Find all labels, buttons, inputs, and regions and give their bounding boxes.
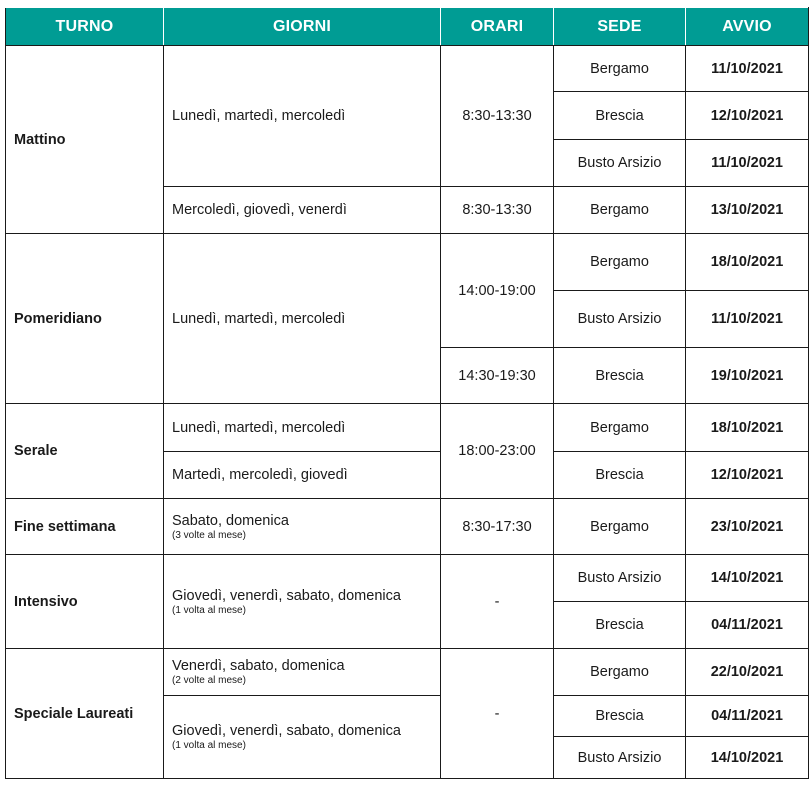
avvio-cell: 04/11/2021 [686, 602, 809, 649]
table-row [6, 499, 809, 555]
sede-cell: Bergamo [554, 404, 686, 452]
giorni-text: Giovedì, venerdì, sabato, domenica [172, 587, 401, 604]
giorni-text: Lunedì, martedì, mercoledì [172, 419, 346, 436]
header-sede: SEDE [554, 8, 686, 46]
giorni-text: Venerdì, sabato, domenica [172, 658, 345, 674]
giorni-text: Sabato, domenica [172, 512, 289, 529]
turno-cell: Pomeridiano [6, 234, 164, 404]
sede-cell: Busto Arsizio [554, 555, 686, 602]
header-giorni: GIORNI [164, 8, 441, 46]
orari-cell: 8:30-13:30 [441, 46, 554, 187]
avvio-cell: 14/10/2021 [686, 555, 809, 602]
giorni-text: Martedì, mercoledì, giovedì [172, 467, 348, 483]
frequency-note: (3 volte al mese) [172, 529, 246, 541]
frequency-note: (1 volta al mese) [172, 740, 246, 751]
orari-cell: 8:30-13:30 [441, 187, 554, 234]
header-avvio: AVVIO [686, 8, 809, 46]
turno-cell: Speciale Laureati [6, 649, 164, 779]
sede-cell: Brescia [554, 696, 686, 737]
orari-cell: 14:30-19:30 [441, 348, 554, 404]
sede-cell: Bergamo [554, 499, 686, 555]
sede-cell: Busto Arsizio [554, 140, 686, 187]
sede-cell: Bergamo [554, 234, 686, 291]
frequency-note: (1 volta al mese) [172, 604, 246, 616]
table-row [6, 46, 809, 92]
giorni-cell [164, 696, 441, 779]
giorni-cell [164, 649, 441, 696]
avvio-cell: 18/10/2021 [686, 404, 809, 452]
sede-cell: Bergamo [554, 46, 686, 92]
sede-cell: Busto Arsizio [554, 291, 686, 348]
header-turno: TURNO [6, 8, 164, 46]
orari-cell: 8:30-17:30 [441, 499, 554, 555]
avvio-cell: 18/10/2021 [686, 234, 809, 291]
avvio-cell: 23/10/2021 [686, 499, 809, 555]
sede-cell: Bergamo [554, 649, 686, 696]
schedule-table [5, 7, 809, 779]
turno-cell: Mattino [6, 46, 164, 234]
sede-cell: Brescia [554, 348, 686, 404]
avvio-cell: 22/10/2021 [686, 649, 809, 696]
sede-cell: Bergamo [554, 187, 686, 234]
giorni-text: Mercoledì, giovedì, venerdì [172, 202, 347, 218]
header-orari: ORARI [441, 8, 554, 46]
table-row [6, 555, 809, 602]
avvio-cell: 14/10/2021 [686, 737, 809, 779]
sede-cell: Busto Arsizio [554, 737, 686, 779]
avvio-cell: 04/11/2021 [686, 696, 809, 737]
turno-cell: Serale [6, 404, 164, 499]
sede-cell: Brescia [554, 452, 686, 499]
sede-cell: Brescia [554, 602, 686, 649]
orari-cell: - [441, 555, 554, 649]
giorni-cell [164, 404, 441, 452]
orari-cell: - [441, 649, 554, 779]
frequency-note: (2 volte al mese) [172, 675, 246, 686]
giorni-text: Lunedì, martedì, mercoledì [172, 310, 346, 327]
turno-cell: Intensivo [6, 555, 164, 649]
giorni-cell [164, 499, 441, 555]
avvio-cell: 19/10/2021 [686, 348, 809, 404]
giorni-text: Lunedì, martedì, mercoledì [172, 108, 346, 124]
giorni-cell [164, 555, 441, 649]
table-row [6, 649, 809, 696]
avvio-cell: 11/10/2021 [686, 291, 809, 348]
giorni-cell [164, 452, 441, 499]
giorni-cell [164, 46, 441, 187]
table-row [6, 404, 809, 452]
avvio-cell: 11/10/2021 [686, 140, 809, 187]
giorni-cell [164, 187, 441, 234]
turno-cell: Fine settimana [6, 499, 164, 555]
table-row [6, 234, 809, 291]
giorni-cell [164, 234, 441, 404]
avvio-cell: 11/10/2021 [686, 46, 809, 92]
avvio-cell: 13/10/2021 [686, 187, 809, 234]
avvio-cell: 12/10/2021 [686, 452, 809, 499]
giorni-text: Giovedì, venerdì, sabato, domenica [172, 723, 401, 739]
orari-cell: 18:00-23:00 [441, 404, 554, 499]
sede-cell: Brescia [554, 92, 686, 140]
orari-cell: 14:00-19:00 [441, 234, 554, 348]
header-row [6, 8, 809, 46]
avvio-cell: 12/10/2021 [686, 92, 809, 140]
